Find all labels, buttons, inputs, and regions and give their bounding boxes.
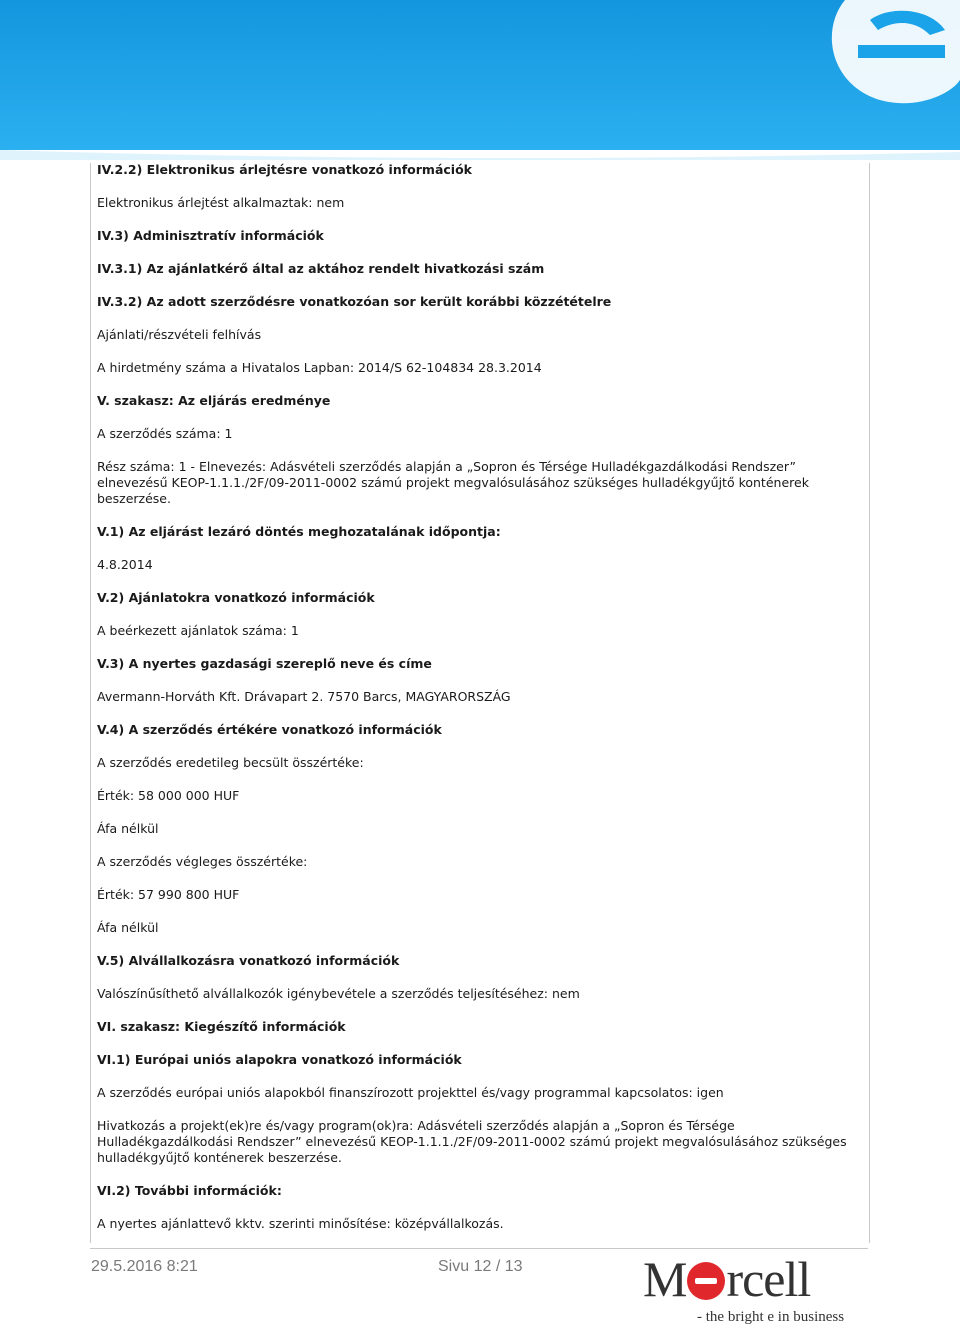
text-line: Rész száma: 1 - Elnevezés: Adásvételi szerződés alapján a „Sopron és Térsége Hulladékgazdálkodási Rendszer” elnevezésű KEOP-1.1.1./2F/09-2011-0002 számú projekt megvalósulásához szükséges hulladékgyűjtő konténerek beszerzése. (97, 459, 809, 506)
footer-date: 29.5.2016 8:21 (91, 1258, 198, 1275)
section-heading: V.1) Az eljárást lezáró döntés meghozatalának időpontja: (97, 524, 501, 539)
text-line: A szerződés eredetileg becsült összértéke: (97, 755, 364, 770)
text-line: A szerződés végleges összértéke: (97, 854, 308, 869)
section-heading: V.2) Ajánlatokra vonatkozó információk (97, 590, 375, 605)
footer-page-number: Sivu 12 / 13 (438, 1258, 523, 1275)
header-banner (0, 0, 960, 160)
section-heading: V.4) A szerződés értékére vonatkozó információk (97, 722, 442, 737)
text-line: A szerződés száma: 1 (97, 426, 233, 441)
marcell-logo (643, 1252, 868, 1329)
text-line: Avermann-Horváth Kft. Drávapart 2. 7570 Barcs, MAGYARORSZÁG (97, 689, 511, 704)
text-line: Elektronikus árlejtést alkalmaztak: nem (97, 195, 345, 210)
section-heading: IV.2.2) Elektronikus árlejtésre vonatkozó információk (97, 162, 472, 177)
section-heading: VI.1) Európai uniós alapokra vonatkozó információk (97, 1052, 462, 1067)
section-heading: IV.3.1) Az ajánlatkérő által az aktához rendelt hivatkozási szám (97, 261, 545, 276)
section-heading: IV.3.2) Az adott szerződésre vonatkozóan sor került korábbi közzétételre (97, 294, 612, 309)
text-line: Valószínűsíthető alvállalkozók igénybevétele a szerződés teljesítéséhez: nem (97, 986, 580, 1001)
text-line: A szerződés európai uniós alapokból finanszírozott projekttel és/vagy programmal kapcsolatos: igen (97, 1085, 724, 1100)
section-heading: V.3) A nyertes gazdasági szereplő neve és címe (97, 656, 432, 671)
logo-tagline: - the bright e in business (697, 1309, 845, 1325)
footer-divider (90, 1248, 868, 1249)
section-heading: IV.3) Adminisztratív információk (97, 228, 324, 243)
section-heading: VI. szakasz: Kiegészítő információk (97, 1019, 346, 1034)
text-line: Hivatkozás a projekt(ek)re és/vagy program(ok)ra: Adásvételi szerződés alapján a „Sopron és Térsége Hulladékgazdálkodási Rendszer” elnevezésű KEOP-1.1.1./2F/09-2011-0002 számú projekt megvalósulásához szükséges hulladékgyűjtő konténerek beszerzése. (97, 1118, 847, 1165)
text-line: Érték: 58 000 000 HUF (97, 788, 240, 803)
text-line: Ajánlati/részvételi felhívás (97, 327, 262, 342)
logo-wordmark: M rcell (643, 1251, 811, 1307)
text-line: A hirdetmény száma a Hivatalos Lapban: 2014/S 62-104834 28.3.2014 (97, 360, 542, 375)
section-heading: V.5) Alvállalkozásra vonatkozó információk (97, 953, 400, 968)
text-line: Áfa nélkül (97, 821, 159, 836)
text-line: Érték: 57 990 800 HUF (97, 887, 240, 902)
text-line: Áfa nélkül (97, 920, 159, 935)
text-line: 4.8.2014 (97, 557, 153, 572)
section-heading: VI.2) További információk: (97, 1183, 282, 1198)
text-line: A beérkezett ajánlatok száma: 1 (97, 623, 299, 638)
logo-e-icon (687, 1262, 725, 1300)
banner-background (0, 0, 960, 150)
document-body (97, 162, 862, 1249)
banner-edge (0, 150, 960, 160)
text-line: A nyertes ajánlattevő kktv. szerinti minősítése: középvállalkozás. (97, 1216, 504, 1231)
section-heading: V. szakasz: Az eljárás eredménye (97, 393, 331, 408)
